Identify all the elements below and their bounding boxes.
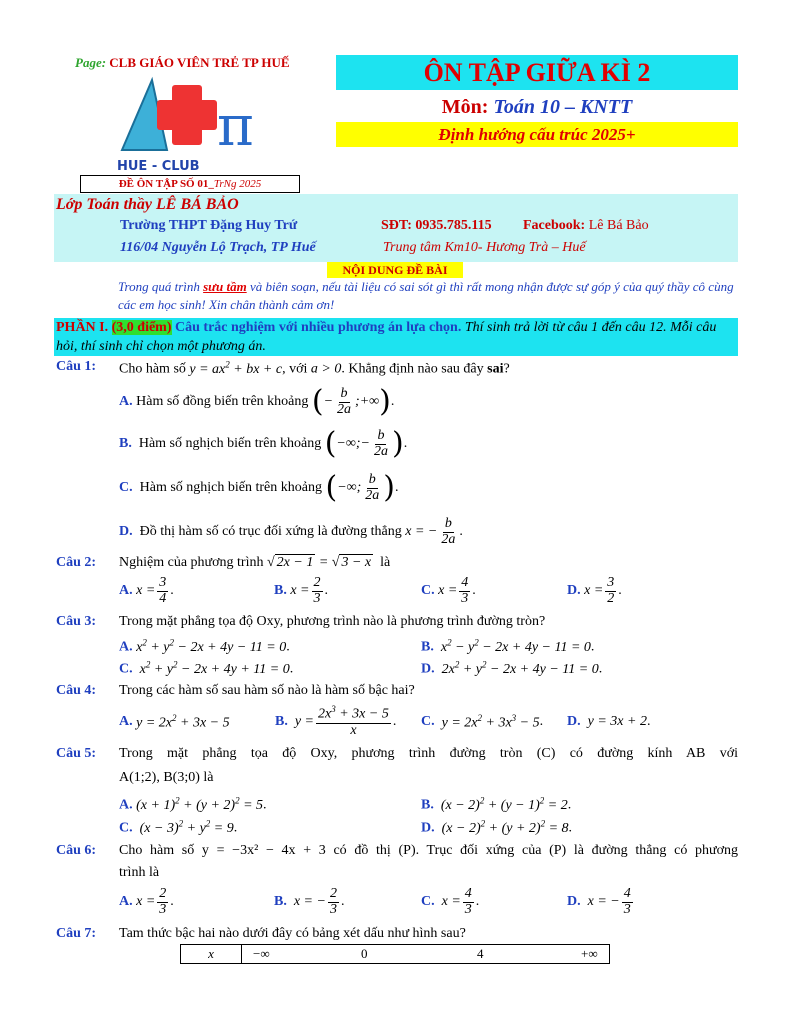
sign-table: [180, 944, 610, 964]
intro-text: Trong quá trình sưu tầm và biên soạn, nếu tài liệu có sai sót gì thì rất mong nhận được sự góp ý của quý thầy cô cùng các em học sinh! Xin chân thành cảm ơn!: [118, 279, 734, 312]
q2-option-c[interactable]: C. x = $\frac{4}{3}$ .: [421, 574, 476, 606]
q6-option-c[interactable]: C. x = $\frac{4}{3}$ .: [421, 885, 480, 917]
q3-label: Câu 3:: [56, 614, 97, 629]
q3-text: Trong mặt phẳng tọa độ Oxy, phương trình nào là phương trình đường tròn?: [119, 614, 546, 629]
sign-table-value: 0: [361, 946, 368, 961]
structure-banner: Định hướng cấu trúc 2025+: [336, 122, 738, 147]
svg-text:HUE - CLUB: HUE - CLUB: [117, 159, 200, 174]
facebook: Facebook: Lê Bá Bảo: [523, 218, 649, 233]
q4-option-b[interactable]: B. y = $\frac{2x^3 + 3x - 5}{x}$ .: [275, 704, 397, 738]
q7-text: Tam thức bậc hai nào dưới đây có bảng xét dấu như hình sau?: [119, 926, 466, 941]
sign-table-value: +∞: [581, 946, 598, 961]
center: Trung tâm Km10- Hương Trà – Huế: [383, 240, 586, 255]
section-header: PHẦN I. (3,0 điểm) Câu trắc nghiệm với nhiều phương án lựa chọn. Thí sinh trả lời từ câu 1 đến câu 12. Mỗi câu hỏi, thí sinh chỉ chọn một phương án.: [54, 318, 738, 356]
q5-option-a[interactable]: A. $(x + 1)^2 + (y + 2)^2 = 5$.: [119, 795, 267, 813]
q6-label: Câu 6:: [56, 843, 97, 858]
q2-option-b[interactable]: B. x = $\frac{2}{3}$ .: [274, 574, 329, 606]
q3-option-c[interactable]: C. $x^2 + y^2 - 2x + 4y + 11 = 0$.: [119, 659, 294, 677]
phone: SĐT: 0935.785.115: [381, 218, 492, 233]
q2-option-d[interactable]: D. x = $\frac{3}{2}$ .: [567, 574, 622, 606]
q4-option-c[interactable]: C. $y = 2x^2 + 3x^3 - 5$ .: [421, 712, 544, 731]
q2-label: Câu 2:: [56, 555, 97, 570]
q5-option-b[interactable]: B. $(x - 2)^2 + (y - 1)^2 = 2$.: [421, 795, 572, 813]
q5-text-2: A(1;2), B(3;0) là: [119, 770, 214, 785]
q6-option-b[interactable]: B. x = − $\frac{2}{3}$ .: [274, 885, 345, 917]
q1-option-d[interactable]: D. Đồ thị hàm số có trục đối xứng là đường thẳng x = − $\frac{b}{2a}$ .: [119, 515, 463, 547]
q6-option-a[interactable]: A. x = $\frac{2}{3}$ .: [119, 885, 174, 917]
q1-option-c[interactable]: C. Hàm số nghịch biến trên khoảng ( −∞; $\frac{b}{2a}$ ) .: [119, 470, 399, 505]
q6-text: Cho hàm số y = −3x² − 4x + 3 có đồ thị (P). Trục đối xứng của (P) là đường thẳng có phương: [119, 843, 738, 858]
q4-text: Trong các hàm số sau hàm số nào là hàm số bậc hai?: [119, 683, 415, 698]
school-name: Trường THPT Đặng Huy Trứ: [120, 218, 298, 233]
q7-label: Câu 7:: [56, 926, 97, 941]
subject-line: Môn: Toán 10 – KNTT: [441, 96, 633, 118]
q5-option-c[interactable]: C. $(x - 3)^2 + y^2 = 9$.: [119, 818, 238, 836]
svg-text:π: π: [217, 94, 254, 159]
q6-option-d[interactable]: D. x = − $\frac{4}{3}$: [567, 885, 631, 917]
q5-label: Câu 5:: [56, 746, 97, 761]
sign-table-value: −∞: [253, 946, 270, 961]
exam-title: ÔN TẬP GIỮA KÌ 2: [336, 55, 738, 90]
exam-code-box: ĐỀ ÔN TẬP SỐ 01_TrNg 2025: [80, 175, 300, 193]
q1-option-b[interactable]: B. Hàm số nghịch biến trên khoảng ( −∞;− $\frac{b}{2a}$ ) .: [119, 426, 408, 461]
q4-option-d[interactable]: D. y = 3x + 2 .: [567, 714, 651, 729]
q2-text: Nghiệm của phương trình √ 2x − 1 = √ 3 − x là: [119, 555, 391, 570]
q3-option-b[interactable]: B. $x^2 - y^2 - 2x + 4y - 11 = 0$.: [421, 637, 595, 655]
q1-label: Câu 1:: [56, 359, 97, 374]
content-title: NỘI DUNG ĐỀ BÀI: [327, 262, 463, 278]
q3-option-a[interactable]: A. $x^2 + y^2 - 2x + 4y - 11 = 0$.: [119, 637, 290, 655]
q1-option-a[interactable]: A. Hàm số đồng biến trên khoảng ( − $\frac{b}{2a}$ ;+∞ ) .: [119, 384, 395, 419]
q4-label: Câu 4:: [56, 683, 97, 698]
q3-option-d[interactable]: D. $2x^2 + y^2 - 2x + 4y - 11 = 0$.: [421, 659, 603, 677]
q2-option-a[interactable]: A. x = $\frac{3}{4}$ .: [119, 574, 174, 606]
address: 116/04 Nguyễn Lộ Trạch, TP Huế: [120, 240, 316, 255]
page-label: Page: CLB GIÁO VIÊN TRẺ TP HUẾ: [75, 55, 290, 70]
q1-text: Cho hàm số $y = ax^2$ + bx + c, với a > 0. Khẳng định nào sau đây sai?: [119, 359, 510, 377]
sign-table-value: 4: [477, 946, 484, 961]
q6-text-2: trình là: [119, 865, 160, 880]
class-name: Lớp Toán thầy LÊ BÁ BẢO: [56, 196, 239, 213]
q5-text: Trong mặt phẳng tọa độ Oxy, phương trình đường tròn (C) có đường kính AB với: [119, 746, 738, 761]
q5-option-d[interactable]: D. $(x - 2)^2 + (y + 2)^2 = 8$.: [421, 818, 573, 836]
club-logo: [112, 75, 272, 175]
sign-table-x-label: x: [181, 945, 242, 963]
q4-option-a[interactable]: A. $y = 2x^2 + 3x - 5$: [119, 712, 230, 731]
